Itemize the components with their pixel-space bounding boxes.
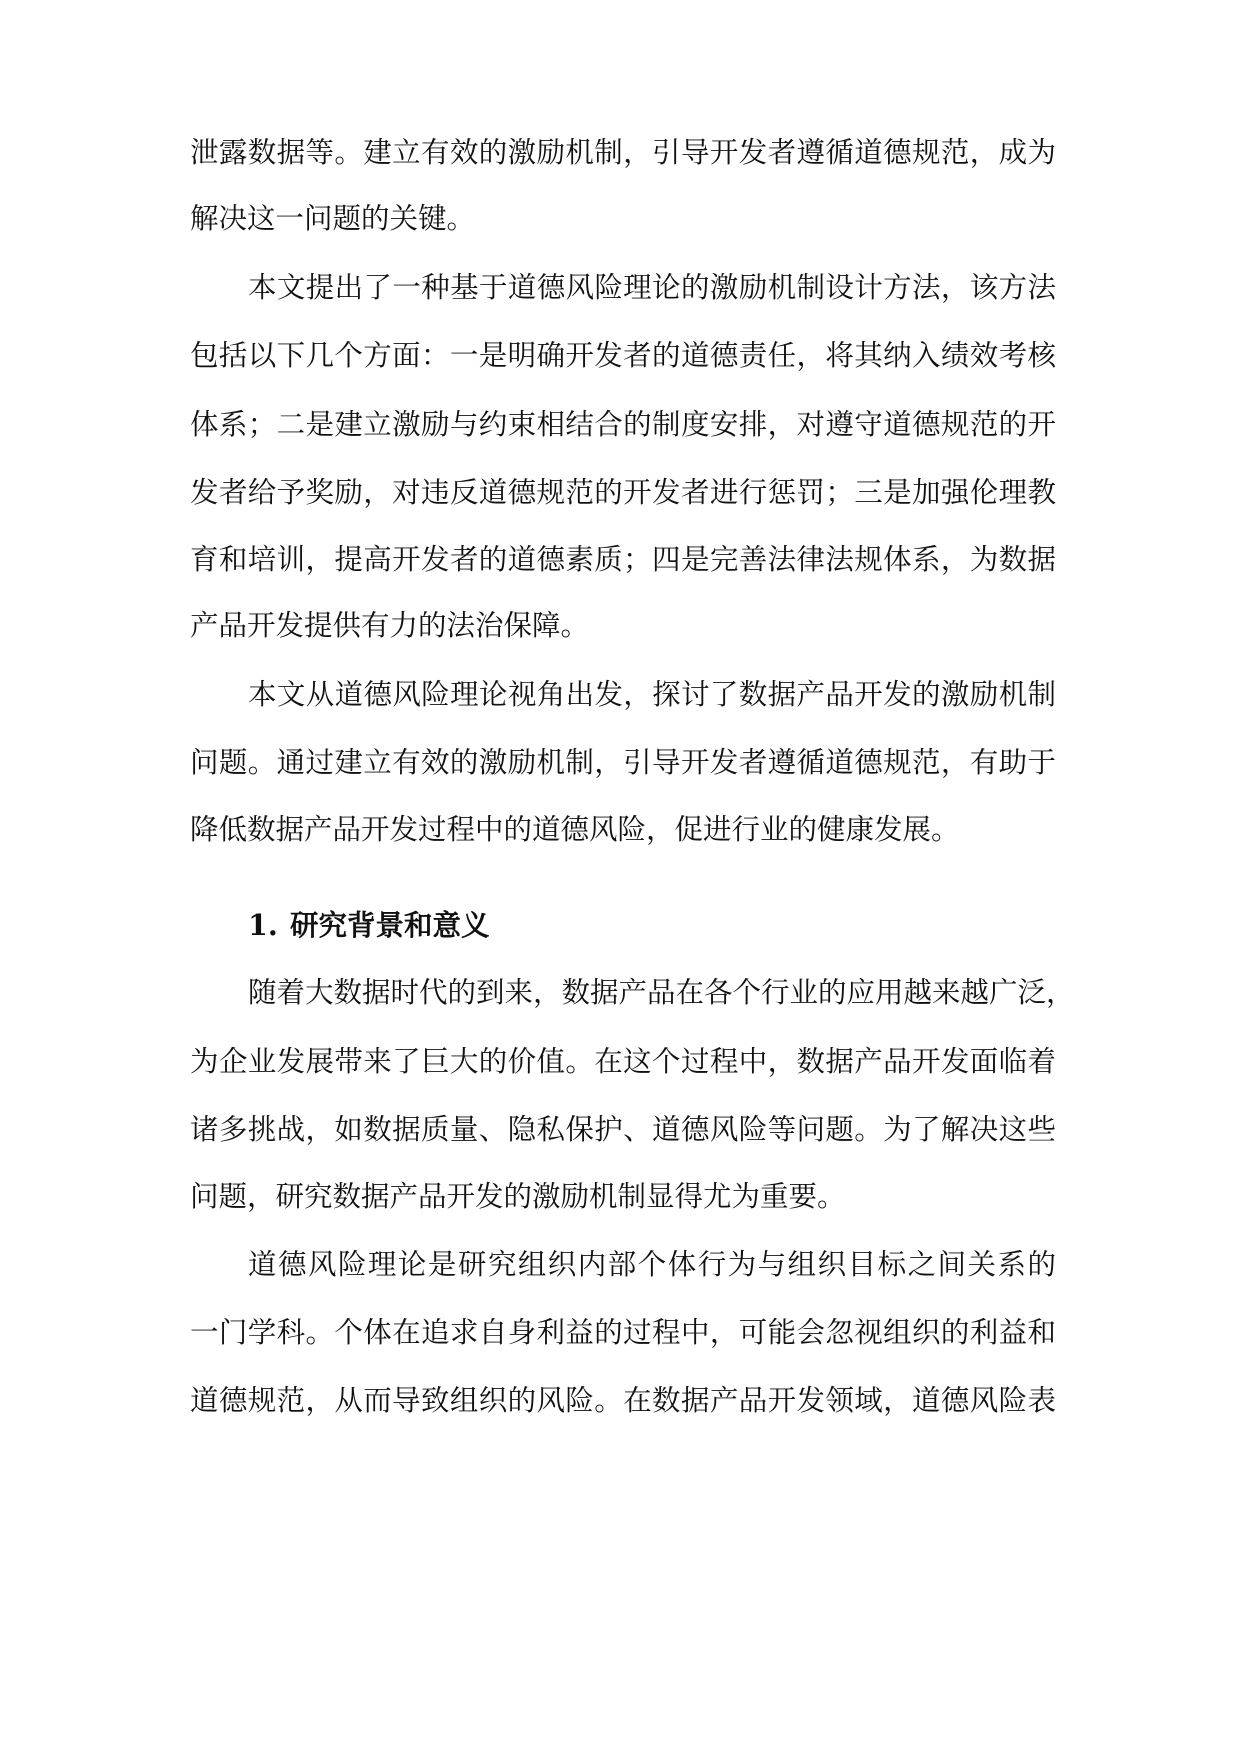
paragraph-line: 包括以下几个方面：一是明确开发者的道德责任，将其纳入绩效考核: [190, 339, 1056, 372]
paragraph-line: 本文从道德风险理论视角出发，探讨了数据产品开发的激励机制: [248, 678, 1056, 711]
paragraph-line: 随着大数据时代的到来，数据产品在各个行业的应用越来越广泛，: [248, 976, 1075, 1009]
paragraph-line: 产品开发提供有力的法治保障。: [190, 609, 590, 642]
paragraph-line: 一门学科。个体在追求自身利益的过程中，可能会忽视组织的利益和: [190, 1316, 1056, 1349]
section-number: 1.: [248, 908, 278, 942]
paragraph-line: 道德规范，从而导致组织的风险。在数据产品开发领域，道德风险表: [190, 1384, 1056, 1417]
paragraph-line: 解决这一问题的关键。: [190, 202, 476, 235]
paragraph-line: 体系；二是建立激励与约束相结合的制度安排，对遵守道德规范的开: [190, 408, 1056, 441]
section-title: 研究背景和意义: [290, 908, 490, 942]
paragraph-line: 问题。通过建立有效的激励机制，引导开发者遵循道德规范，有助于: [190, 746, 1056, 779]
paragraph-line: 诸多挑战，如数据质量、隐私保护、道德风险等问题。为了解决这些: [190, 1113, 1056, 1146]
paragraph-line: 道德风险理论是研究组织内部个体行为与组织目标之间关系的: [248, 1248, 1056, 1281]
paragraph-line: 为企业发展带来了巨大的价值。在这个过程中，数据产品开发面临着: [190, 1045, 1056, 1078]
paragraph-line: 降低数据产品开发过程中的道德风险，促进行业的健康发展。: [190, 813, 960, 846]
section-heading: [248, 905, 748, 945]
paragraph-line: 泄露数据等。建立有效的激励机制，引导开发者遵循道德规范，成为: [190, 136, 1056, 169]
paragraph-line: 育和培训，提高开发者的道德素质；四是完善法律法规体系，为数据: [190, 543, 1056, 576]
paragraph-line: 本文提出了一种基于道德风险理论的激励机制设计方法，该方法: [248, 271, 1056, 304]
paragraph-line: 问题，研究数据产品开发的激励机制显得尤为重要。: [190, 1180, 846, 1213]
paragraph-line: 发者给予奖励，对违反道德规范的开发者进行惩罚；三是加强伦理教: [190, 476, 1056, 509]
